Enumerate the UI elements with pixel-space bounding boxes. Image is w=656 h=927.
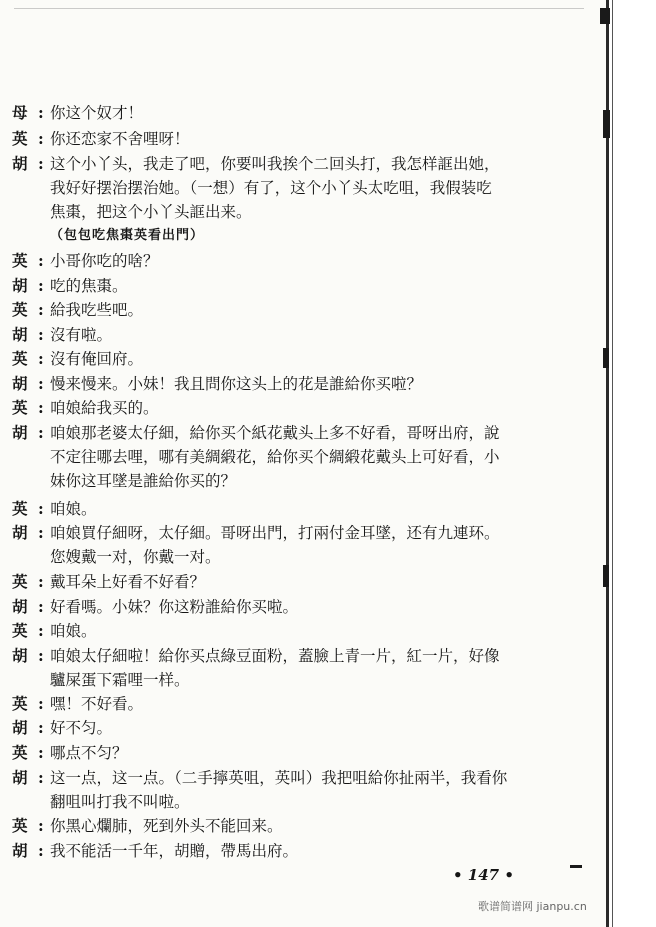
dialogue-line: 胡 : 这一点，这一点。（二手擰英咀，英叫）我把咀給你扯兩半，我看你 <box>12 766 602 790</box>
watermark: 歌谱简谱网 jianpu.cn <box>478 900 587 913</box>
dialogue-text: 小哥你吃的啥？ <box>50 252 159 270</box>
dialogue-line: 英 : 沒有俺回府。 <box>12 347 602 371</box>
dialogue-text: 慢来慢来。小妹！我且問你这头上的花是誰給你买啦？ <box>50 375 423 393</box>
speaker-label: 英 <box>12 398 28 417</box>
speaker-label: 英 <box>12 300 28 319</box>
speaker-label: 胡 <box>12 597 28 616</box>
dialogue-continuation: 不定往哪去哩，哪有美綢緞花，給你买个綢緞花戴头上可好看，小 <box>50 448 500 466</box>
speaker-label: 英 <box>12 349 28 368</box>
dialogue-text: 給我吃些吧。 <box>50 301 144 319</box>
dialogue-text: 我不能活一千年，胡贈，帶馬出府。 <box>50 842 299 860</box>
dialogue-line: 英 : 哪点不匀？ <box>12 741 602 765</box>
binding-edge <box>606 0 609 927</box>
dialogue-text: 好看嗎。小妹？你这粉誰給你买啦。 <box>50 598 299 616</box>
speaker-label: 英 <box>12 694 28 713</box>
stage-direction: （包包吃焦棗英看出門） <box>50 228 205 243</box>
dialogue-line: 胡 : 咱娘那老婆太仔細，給你买个紙花戴头上多不好看，哥呀出府，說 <box>12 421 602 445</box>
scan-artifact <box>603 348 609 368</box>
dialogue-text: 你还恋家不舍哩呀！ <box>50 130 190 148</box>
speaker-label: 胡 <box>12 768 28 787</box>
page-number: • 147 • <box>453 866 514 884</box>
dialogue-line: 胡 : 慢来慢来。小妹！我且問你这头上的花是誰給你买啦？ <box>12 372 602 396</box>
dialogue-text: 咱娘。 <box>50 500 97 518</box>
dialogue-line: 胡 : 咱娘買仔細呀，太仔細。哥呀出門，打兩付金耳墜，还有九連环。 <box>12 521 602 545</box>
speaker-label: 胡 <box>12 325 28 344</box>
dialogue-line: 胡 : 这个小丫头，我走了吧，你要叫我挨个二回头打，我怎样誆出她， <box>12 152 602 176</box>
speaker-label: 胡 <box>12 154 28 173</box>
scan-artifact <box>600 8 610 24</box>
dialogue-line: 英 : 咱娘。 <box>12 619 602 643</box>
dialogue-text: 咱娘。 <box>50 622 97 640</box>
dialogue-continuation: 您嫂戴一对，你戴一对。 <box>50 548 221 566</box>
binding-edge-inner <box>612 0 613 927</box>
dialogue-text: 你这个奴才！ <box>50 104 144 122</box>
scan-margin <box>606 0 656 927</box>
dialogue-text: 咱娘買仔細呀，太仔細。哥呀出門，打兩付金耳墜，还有九連环。 <box>50 524 500 542</box>
top-rule <box>14 8 584 9</box>
speaker-label: 胡 <box>12 523 28 542</box>
dialogue-line: 胡 : 好不匀。 <box>12 716 602 740</box>
dialogue-text: 这个小丫头，我走了吧，你要叫我挨个二回头打，我怎样誆出她， <box>50 155 500 173</box>
speaker-label: 英 <box>12 621 28 640</box>
dialogue-continuation: 驢屎蛋下霜哩一样。 <box>50 671 190 689</box>
dialogue-text: 你黑心爛肺，死到外头不能回来。 <box>50 817 283 835</box>
speaker-label: 母 <box>12 103 28 122</box>
speaker-label: 胡 <box>12 374 28 393</box>
dialogue-continuation: 翻咀叫打我不叫啦。 <box>50 793 190 811</box>
dialogue-line: 英 : 小哥你吃的啥？ <box>12 249 602 273</box>
dialogue-text: 这一点，这一点。（二手擰英咀，英叫）我把咀給你扯兩半，我看你 <box>50 769 508 787</box>
dialogue-line: 英 : 咱娘給我买的。 <box>12 396 602 420</box>
dialogue-line: 胡 : 好看嗎。小妹？你这粉誰給你买啦。 <box>12 595 602 619</box>
scan-artifact <box>603 110 610 138</box>
dialogue-continuation: 我好好摆治摆治她。（一想）有了，这个小丫头太吃咀，我假装吃 <box>50 179 492 197</box>
speaker-label: 胡 <box>12 646 28 665</box>
dialogue-text: 戴耳朵上好看不好看？ <box>50 573 206 591</box>
speaker-label: 英 <box>12 743 28 762</box>
dialogue-line: 胡 : 我不能活一千年，胡贈，帶馬出府。 <box>12 839 602 863</box>
speaker-label: 胡 <box>12 718 28 737</box>
dialogue-text: 沒有啦。 <box>50 326 113 344</box>
dialogue-line: 英 : 嘿！不好看。 <box>12 692 602 716</box>
dialogue-line: 胡 : 沒有啦。 <box>12 323 602 347</box>
dialogue-line: 英 : 你黑心爛肺，死到外头不能回来。 <box>12 814 602 838</box>
dialogue-text: 咱娘那老婆太仔細，給你买个紙花戴头上多不好看，哥呀出府，說 <box>50 424 500 442</box>
speaker-label: 英 <box>12 129 28 148</box>
scan-artifact <box>570 865 582 868</box>
dialogue-text: 哪点不匀？ <box>50 744 128 762</box>
dialogue-text: 吃的焦棗。 <box>50 277 128 295</box>
dialogue-line: 胡 : 吃的焦棗。 <box>12 274 602 298</box>
speaker-label: 胡 <box>12 276 28 295</box>
dialogue-line: 母 : 你这个奴才！ <box>12 101 602 125</box>
dialogue-continuation: 焦棗，把这个小丫头誆出来。 <box>50 203 252 221</box>
dialogue-line: 胡 : 咱娘太仔細啦！給你买点綠豆面粉，蓋臉上青一片，紅一片，好像 <box>12 644 602 668</box>
dialogue-line: 英 : 你还恋家不舍哩呀！ <box>12 127 602 151</box>
speaker-label: 英 <box>12 251 28 270</box>
dialogue-line: 英 : 給我吃些吧。 <box>12 298 602 322</box>
scan-artifact <box>603 565 609 587</box>
speaker-label: 英 <box>12 499 28 518</box>
dialogue-text: 好不匀。 <box>50 719 113 737</box>
dialogue-text: 沒有俺回府。 <box>50 350 144 368</box>
speaker-label: 英 <box>12 816 28 835</box>
dialogue-text: 嘿！不好看。 <box>50 695 144 713</box>
dialogue-text: 咱娘給我买的。 <box>50 399 159 417</box>
dialogue-line: 英 : 戴耳朵上好看不好看？ <box>12 570 602 594</box>
dialogue-continuation: 妹你这耳墜是誰給你买的？ <box>50 472 237 490</box>
speaker-label: 胡 <box>12 423 28 442</box>
speaker-label: 胡 <box>12 841 28 860</box>
dialogue-text: 咱娘太仔細啦！給你买点綠豆面粉，蓋臉上青一片，紅一片，好像 <box>50 647 500 665</box>
dialogue-line: 英 : 咱娘。 <box>12 497 602 521</box>
speaker-label: 英 <box>12 572 28 591</box>
